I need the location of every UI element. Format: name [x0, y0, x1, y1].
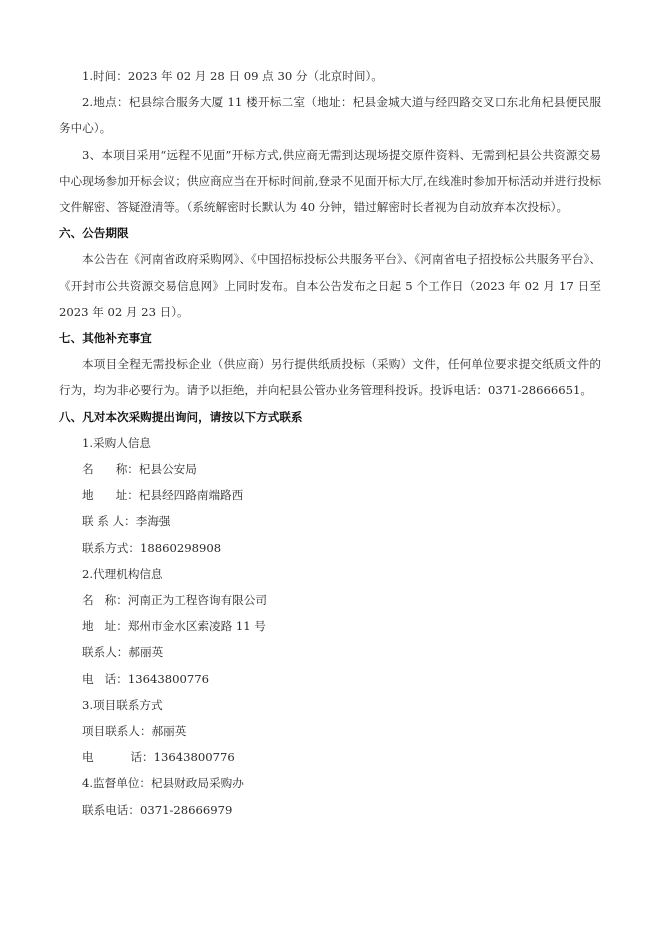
supervisor-unit: 4.监督单位：杞县财政局采购办: [82, 776, 244, 791]
agency-address: 地 址：郑州市金水区索凌路 11 号: [82, 619, 266, 634]
announcement-period-body: 本公告在《河南省政府采购网》、《中国招标投标公共服务平台》、《河南省电子招投标公共服务平台》、《开封市公共资源交易信息网》上同时发布。自本公告发布之日起 5 个工作日（2023 年 02 月 17 日至 2023 年 02 月 23 日）。: [59, 252, 601, 319]
purchaser-contact: 联 系 人：李海强: [82, 514, 171, 529]
project-contact-title: 3.项目联系方式: [82, 697, 163, 712]
bid-opening-time: 1.时间：2023 年 02 月 28 日 09 点 30 分（北京时间）。: [82, 69, 383, 83]
purchaser-phone: 联系方式：18860298908: [82, 540, 222, 555]
purchaser-info-title: 1.采购人信息: [82, 435, 152, 450]
project-contact-phone: 电 话：13643800776: [82, 750, 235, 765]
section-heading-other-matters: 七、其他补充事宜: [59, 331, 152, 346]
purchaser-address: 地 址：杞县经四路南端路西: [82, 488, 244, 503]
agency-phone: 电 话：13643800776: [82, 671, 209, 686]
document-page: [59, 63, 601, 823]
purchaser-name: 名 称：杞县公安局: [82, 462, 197, 477]
other-matters-body: 本项目全程无需投标企业（供应商）另行提供纸质投标（采购）文件，任何单位要求提交纸质文件的行为，均为非必要行为。请予以拒绝，并向杞县公管办业务管理科投诉。投诉电话：0371-28666651。: [59, 357, 601, 398]
project-contact-person: 项目联系人：郝丽英: [82, 724, 187, 739]
agency-info-title: 2.代理机构信息: [82, 566, 163, 581]
supervisor-phone: 联系电话：0371-28666979: [82, 802, 233, 817]
section-heading-announcement-period: 六、公告期限: [59, 226, 129, 241]
section-heading-contact: 八、凡对本次采购提出询问，请按以下方式联系: [59, 409, 303, 424]
remote-bidding-note: 3、本项目采用“远程不见面”开标方式,供应商无需到达现场提交原件资料、无需到杞县公共资源交易中心现场参加开标会议；供应商应当在开标时间前,登录不见面开标大厅,在线准时参加开标活动并进行投标文件解密、答疑澄清等。（系统解密时长默认为 40 分钟，错过解密时长者视为自动放弃本次投标）。: [59, 147, 601, 215]
agency-contact: 联系人：郝丽英: [82, 645, 164, 660]
bid-opening-place: 2.地点：杞县综合服务大厦 11 楼开标二室（地址：杞县金城大道与经四路交叉口东北角杞县便民服务中心）。: [59, 95, 601, 136]
agency-name: 名 称：河南正为工程咨询有限公司: [82, 593, 267, 608]
